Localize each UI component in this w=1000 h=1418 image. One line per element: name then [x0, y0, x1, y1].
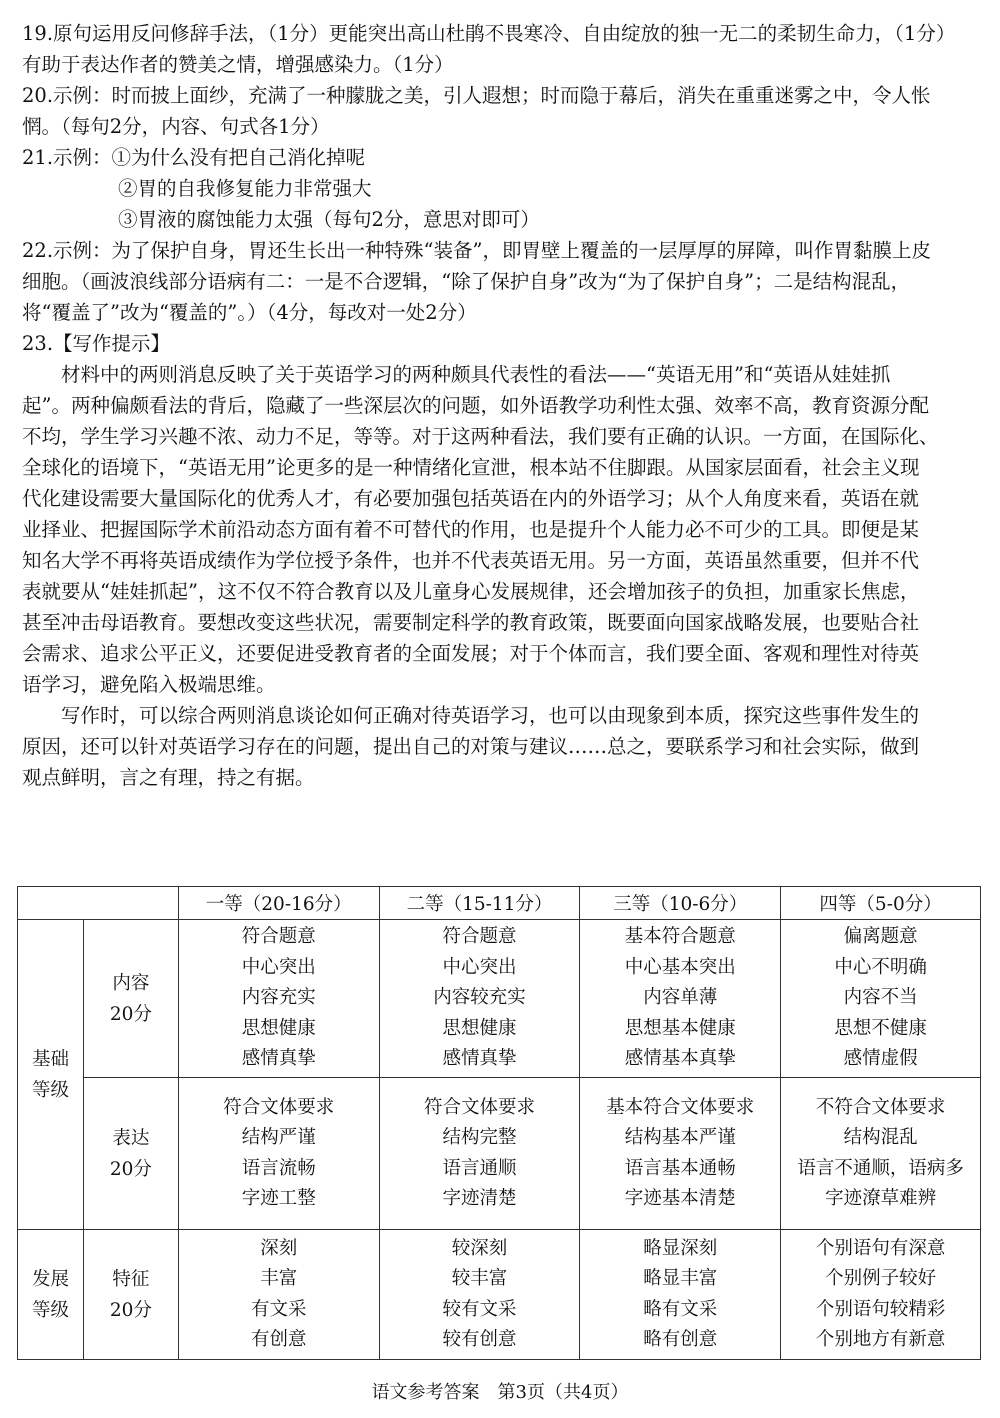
feature-grade-2: 较深刻 较丰富 较有文采 较有创意 [379, 1230, 580, 1360]
content-grade-2: 符合题意 中心突出 内容较充实 思想健康 感情真挚 [379, 920, 580, 1078]
content-grade-1: 符合题意 中心突出 内容充实 思想健康 感情真挚 [178, 920, 379, 1078]
corner-cell [18, 887, 179, 920]
q22: 22.示例：为了保护自身，胃还生长出一种特殊“装备”，即胃壁上覆盖的一层厚厚的屏障，叫作胃黏膜上皮 细胞。（画波浪线部分语病有二：一是不合逻辑，“除了保护自身”改为“为了保护自身”；二是结构混乱， 将“覆盖了”改为“覆盖的”。）（4分，每改对一处2分） [22, 239, 931, 324]
q23-title: 23.【写作提示】 [22, 332, 171, 355]
expression-label: 表达 20分 [83, 1078, 178, 1230]
feature-label: 特征 20分 [83, 1230, 178, 1360]
content-label: 内容 20分 [83, 920, 178, 1078]
grading-table [17, 886, 981, 1360]
header-grade-2: 二等（15-11分） [379, 887, 580, 920]
q21: 21.示例：①为什么没有把自己消化掉呢 ②胃的自我修复能力非常强大 ③胃液的腐蚀能力太强（每句2分，意思对即可） [22, 146, 540, 231]
q23-paragraph-2: 写作时，可以综合两则消息谈论如何正确对待英语学习，也可以由现象到本质，探究这些事件发生的 原因，还可以针对英语学习存在的问题，提出自己的对策与建议……总之，要联系学习和社会实际，做到 观点鲜明，言之有理，持之有据。 [22, 704, 920, 789]
expression-grade-1: 符合文体要求 结构严谨 语言流畅 字迹工整 [178, 1078, 379, 1230]
content-grade-3: 基本符合题意 中心基本突出 内容单薄 思想基本健康 感情基本真挚 [580, 920, 781, 1078]
page-footer: 语文参考答案 第3页（共4页） [371, 1382, 629, 1403]
table-row-expression [18, 1078, 981, 1230]
header-grade-4: 四等（5-0分） [781, 887, 981, 920]
q23-paragraph-1: 材料中的两则消息反映了关于英语学习的两种颇具代表性的看法——“英语无用”和“英语从娃娃抓 起”。两种偏颇看法的背后，隐藏了一些深层次的问题，如外语教学功利性太强、效率不高，教育资源分配 不均，学生学习兴趣不浓、动力不足，等等。对于这两种看法，我们要有正确的认识。一方面，在国际化、 全球化的语境下，“英语无用”论更多的是一种情绪化宣泄，根本站不住脚跟。从国家层面看，社会主义现 代化建设需要大量国际化的优秀人才，有必要加强包括英语在内的外语学习；从个人角度来看，英语在就 业择业、把握国际学术前沿动态方面有着不可替代的作用，也是提升个人能力必不可少的工具。即便是某 知名大学不再将英语成绩作为学位授予条件，也并不代表英语无用。另一方面，英语虽然重要，但并不代 表就要从“娃娃抓起”，这不仅不符合教育以及儿童身心发展规律，还会增加孩子的负担，加重家长焦虑， 甚至冲击母语教育。要想改变这些状况，需要制定科学的教育政策，既要面向国家战略发展，也要贴合社 会需求、追求公平正义，还要促进受教育者的全面发展；对于个体而言，我们要全面、客观和理性对待英 语学习，避免陷入极端思维。 [22, 363, 939, 696]
feature-grade-4: 个别语句有深意 个别例子较好 个别语句较精彩 个别地方有新意 [781, 1230, 981, 1360]
table-header-row [18, 887, 981, 920]
basic-level-label: 基础 等级 [18, 920, 84, 1230]
q19: 19.原句运用反问修辞手法，（1分）更能突出高山杜鹃不畏寒冷、自由绽放的独一无二的柔韧生命力，（1分） 有助于表达作者的赞美之情，增强感染力。（1分） [22, 22, 956, 76]
feature-grade-3: 略显深刻 略显丰富 略有文采 略有创意 [580, 1230, 781, 1360]
table-row-content [18, 920, 981, 1078]
expression-grade-3: 基本符合文体要求 结构基本严谨 语言基本通畅 字迹基本清楚 [580, 1078, 781, 1230]
expression-grade-2: 符合文体要求 结构完整 语言通顺 字迹清楚 [379, 1078, 580, 1230]
header-grade-1: 一等（20-16分） [178, 887, 379, 920]
expression-grade-4: 不符合文体要求 结构混乱 语言不通顺，语病多 字迹潦草难辨 [781, 1078, 981, 1230]
development-level-label: 发展 等级 [18, 1230, 84, 1360]
table-row-features [18, 1230, 981, 1360]
q20: 20.示例：时而披上面纱，充满了一种朦胧之美，引人遐想；时而隐于幕后，消失在重重迷雾之中，令人怅 惘。（每句2分，内容、句式各1分） [22, 84, 931, 138]
content-grade-4: 偏离题意 中心不明确 内容不当 思想不健康 感情虚假 [781, 920, 981, 1078]
header-grade-3: 三等（10-6分） [580, 887, 781, 920]
answer-text [22, 18, 980, 793]
feature-grade-1: 深刻 丰富 有文采 有创意 [178, 1230, 379, 1360]
